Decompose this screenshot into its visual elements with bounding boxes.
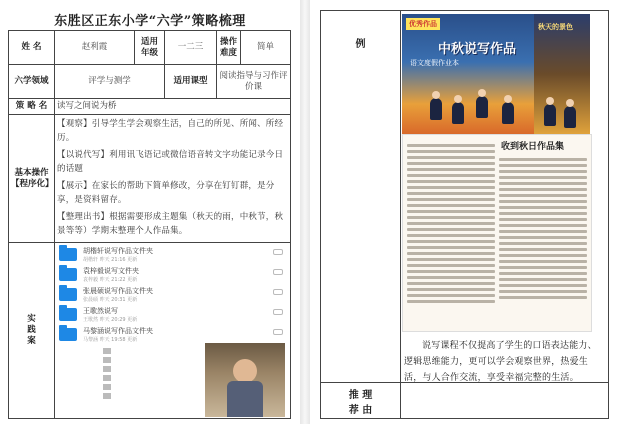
- recommend-label-2: 荐 由: [348, 404, 373, 416]
- file-thumb-row: [103, 356, 193, 365]
- case-content: [55, 243, 291, 419]
- document-title: 东胜区正东小学“六学”策略梳理: [54, 14, 246, 29]
- step-observe: 【观察】引导学生学会观察生活，自己的所见、所闻、所经历。: [57, 118, 284, 143]
- article-right-column: [499, 155, 587, 302]
- name-label: 姓 名: [9, 31, 55, 65]
- child-figure: [452, 102, 464, 124]
- folder-item[interactable]: [59, 325, 269, 343]
- book-tag: 优秀作品: [406, 18, 440, 30]
- right-page: [310, 0, 618, 424]
- step-collect: 【整理出书】根据需要形成主题集（秋天的雨，中秋节，秋景等等）学期末整理个人作品集。: [57, 211, 284, 236]
- page-gutter: [300, 0, 310, 424]
- image-icon: [103, 366, 111, 372]
- step-share: 【展示】在家长的帮助下简单修改，分享在钉钉群，是分享，是资料留存。: [57, 180, 275, 205]
- book-subtitle: 语文度假作业本: [410, 59, 459, 67]
- image-icon: [103, 393, 111, 399]
- folder-icon: [59, 288, 77, 301]
- child-figure: [564, 106, 576, 128]
- difficulty-value: 简单: [241, 31, 291, 65]
- case-label-cell: [9, 243, 55, 419]
- strategy-form: [8, 30, 291, 419]
- operation-steps: [55, 115, 291, 243]
- folder-name: 胡楷轩说写作品文件夹: [83, 247, 153, 255]
- domain-label: 六学领域: [9, 65, 55, 99]
- recommend-body: [401, 383, 609, 419]
- article-title: 收到秋日作品集: [501, 142, 565, 152]
- folder-meta: 胡楷轩 昨天 21:16 更新: [83, 257, 138, 263]
- case-screenshot: [55, 243, 289, 419]
- more-icon[interactable]: [273, 249, 283, 255]
- case-label-1: 实: [27, 314, 36, 324]
- strategy-name-value: 读写之间说为桥: [55, 99, 291, 115]
- folder-icon: [59, 268, 77, 281]
- folder-meta: 张晨硕 昨天 20:31 更新: [83, 297, 138, 303]
- image-icon: [103, 357, 111, 363]
- book-cover-main: [402, 14, 534, 134]
- step-speak: 【以说代写】利用讯飞语记或微信语音转文字功能记录今日的话题: [57, 149, 284, 174]
- folder-item[interactable]: [59, 245, 269, 263]
- case-label-3: 案: [27, 336, 36, 346]
- image-icon: [103, 375, 111, 381]
- case-label: 例: [321, 11, 401, 383]
- folder-item[interactable]: [59, 285, 269, 303]
- folder-name: 王歌然说写: [83, 307, 118, 315]
- child-figure: [430, 98, 442, 120]
- lesson-type-value: 阅读指导与习作评价课: [217, 65, 291, 99]
- domain-value: 评学与测学: [55, 65, 165, 99]
- folder-meta: 王歌然 昨天 20:29 更新: [83, 317, 138, 323]
- file-thumb-row: [103, 374, 193, 383]
- folder-item[interactable]: [59, 265, 269, 283]
- book-title: 中秋说写作品: [438, 42, 517, 57]
- file-thumb-row: [103, 383, 193, 392]
- folder-icon: [59, 308, 77, 321]
- name-value: 赵利霞: [55, 31, 135, 65]
- file-thumbnail-list: [103, 347, 193, 417]
- more-icon[interactable]: [273, 289, 283, 295]
- student-head: [233, 359, 257, 383]
- file-thumb-row: [103, 347, 193, 356]
- file-thumb-row: [103, 392, 193, 401]
- child-figure: [476, 96, 488, 118]
- student-photo: [205, 343, 285, 417]
- child-figure: [544, 104, 556, 126]
- reflection-text: 说写课程不仅提高了学生的口语表达能力、逻辑思维能力，更可以学会观察世界，热爱生活，与人合作交流，享受幸福完整的生活。: [404, 341, 597, 383]
- folder-meta: 马黎涵 昨天 19:58 更新: [83, 337, 138, 343]
- file-thumb-row: [103, 365, 193, 374]
- folder-item[interactable]: [59, 305, 269, 323]
- folder-meta: 袁梓毅 昨天 21:22 更新: [83, 277, 138, 283]
- left-page: [0, 0, 300, 424]
- image-icon: [103, 384, 111, 390]
- child-figure: [502, 102, 514, 124]
- grade-value: 一二三: [165, 31, 217, 65]
- case-label-2: 践: [27, 325, 36, 335]
- second-book-title: 秋天的景色: [538, 23, 573, 31]
- folder-list: [55, 243, 289, 343]
- operation-sublabel: 【程序化】: [11, 178, 54, 189]
- book-cover-second: [534, 14, 590, 134]
- operation-label-cell: [9, 115, 55, 243]
- folder-name: 张晨硕说写作品文件夹: [83, 287, 153, 295]
- folder-name: 马黎涵说写作品文件夹: [83, 327, 153, 335]
- operation-label: 基本操作: [14, 167, 49, 178]
- more-icon[interactable]: [273, 269, 283, 275]
- more-icon[interactable]: [273, 309, 283, 315]
- difficulty-label: 操作难度: [217, 31, 241, 65]
- strategy-name-label: 策 略 名: [9, 99, 55, 115]
- folder-icon: [59, 328, 77, 341]
- folder-icon: [59, 248, 77, 261]
- recommend-label-cell: [321, 383, 401, 419]
- recommend-label-1: 推 理: [348, 389, 373, 401]
- article-page: [402, 134, 592, 332]
- more-icon[interactable]: [273, 329, 283, 335]
- article-left-column: [407, 141, 495, 306]
- image-icon: [103, 348, 111, 354]
- lesson-type-label: 适用课型: [165, 65, 217, 99]
- student-body: [227, 381, 263, 417]
- folder-name: 袁梓毅说写文件夹: [83, 267, 139, 275]
- grade-label: 适用年级: [135, 31, 165, 65]
